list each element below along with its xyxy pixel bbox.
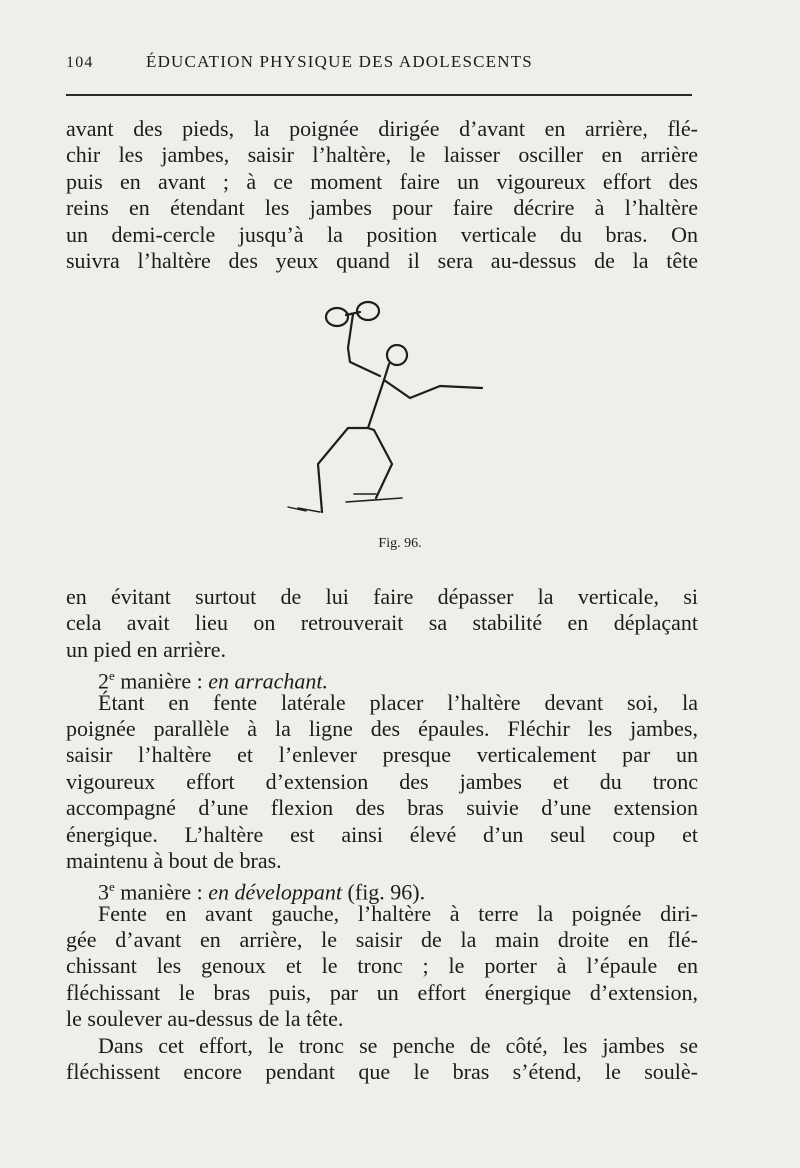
stick-figure-illustration: [270, 288, 510, 528]
running-title: ÉDUCATION PHYSIQUE DES ADOLESCENTS: [146, 52, 533, 71]
text-line: suivra l’haltère des yeux quand il sera au-dessus de la tête: [66, 247, 698, 273]
raised-arm: [348, 348, 380, 376]
text-line: avant des pieds, la poignée dirigée d’avant en arrière, flé-: [66, 116, 698, 141]
text-line: poignée parallèle à la ligne des épaules. Fléchir les jambes,: [66, 715, 698, 741]
figure-caption: Fig. 96.: [378, 536, 422, 551]
heading-superscript: e: [109, 668, 115, 684]
dumbbell-icon: [326, 302, 379, 348]
right-foot: [346, 494, 402, 502]
torso: [368, 380, 384, 428]
text-line: fléchissant le bras puis, par un effort énergique d’extension,: [66, 979, 698, 1005]
extended-arm: [384, 380, 482, 398]
text-line: reins en étendant les jambes pour faire décrire à l’haltère: [66, 195, 698, 221]
page-number: 104: [66, 54, 94, 71]
left-foot: [288, 507, 320, 512]
text-line: Fente en avant gauche, l’haltère à terre la poignée diri-: [98, 900, 698, 926]
section-heading-3: [66, 874, 698, 905]
heading-italic: en développant: [208, 879, 343, 905]
heading-number: 2: [98, 668, 109, 694]
text-line: saisir l’haltère et l’enlever presque verticalement par un: [66, 742, 698, 768]
bottom-paragraphs: [66, 584, 698, 1085]
top-paragraph: [66, 116, 698, 274]
heading-italic: en arrachant.: [208, 668, 329, 694]
text-line: gée d’avant en arrière, le saisir de la main droite en flé-: [66, 927, 698, 953]
heading-text: manière :: [114, 879, 209, 905]
right-leg: [368, 428, 392, 498]
text-line: puis en avant ; à ce moment faire un vigoureux effort des: [66, 168, 698, 194]
text-line: chir les jambes, saisir l’haltère, le laisser osciller en arrière: [66, 142, 698, 168]
text-line: en évitant surtout de lui faire dépasser la verticale, si: [66, 584, 698, 609]
heading-number: 3: [98, 879, 109, 905]
heading-text: manière :: [114, 668, 209, 694]
text-line: vigoureux effort d’extension des jambes et du tronc: [66, 768, 698, 794]
text-line: un pied en arrière.: [66, 636, 227, 662]
header-rule: [66, 94, 692, 96]
text-line: un demi-cercle jusqu’à la position verticale du bras. On: [66, 221, 698, 247]
text-line: énergique. L’haltère est ainsi élevé d’un seul coup et: [66, 821, 698, 847]
text-line: Dans cet effort, le tronc se penche de côté, les jambes se: [98, 1032, 698, 1058]
text-line: maintenu à bout de bras.: [66, 847, 282, 873]
text-line: accompagné d’une flexion des bras suivie d’une extension: [66, 795, 698, 821]
page-header: [66, 48, 692, 78]
text-line: Étant en fente latérale placer l’haltère devant soi, la: [98, 689, 698, 715]
text-line: cela avait lieu on retrouverait sa stabilité en déplaçant: [66, 610, 698, 636]
left-leg: [318, 428, 368, 512]
heading-reference: (fig. 96).: [342, 879, 426, 905]
heading-superscript: e: [109, 879, 115, 895]
text-line: chissant les genoux et le tronc ; le porter à l’épaule en: [66, 953, 698, 979]
section-heading-2: [66, 663, 698, 694]
text-line: le soulever au-dessus de la tête.: [66, 1006, 344, 1032]
text-line: fléchissent encore pendant que le bras s’étend, le soulè-: [66, 1059, 698, 1085]
